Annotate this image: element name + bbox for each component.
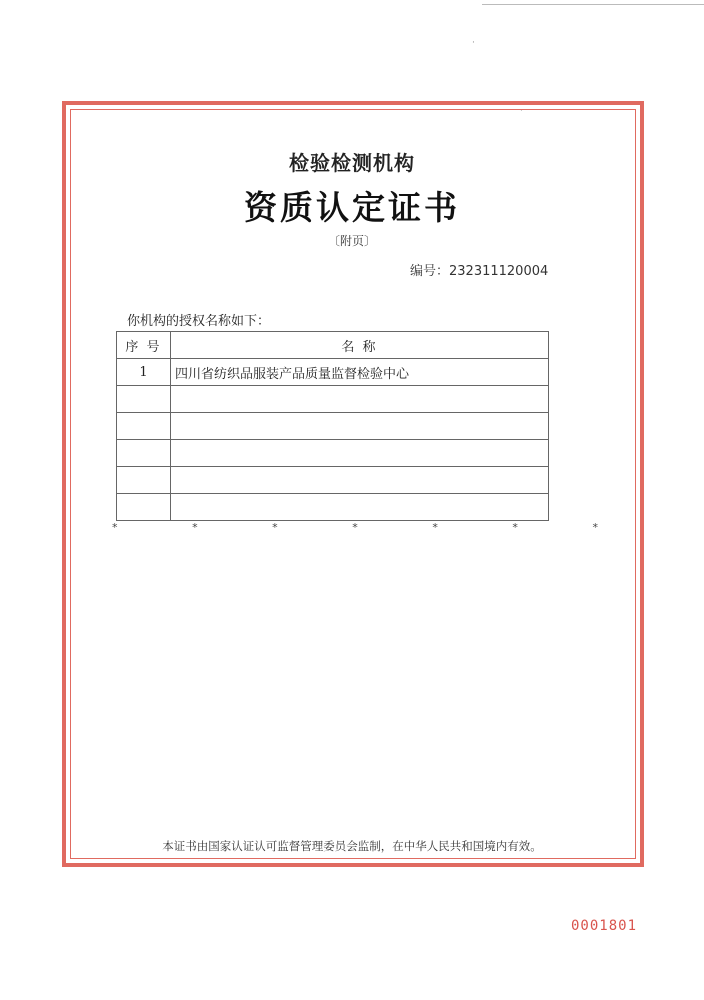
separator-star: * (192, 521, 198, 534)
table-header-row (117, 332, 549, 359)
row-name (171, 494, 549, 521)
row-name (171, 413, 549, 440)
table-row (117, 386, 549, 413)
authorized-names-table (116, 331, 549, 521)
scan-speck: · (472, 38, 475, 48)
certificate-title: 资质认定证书 (244, 188, 460, 227)
table-row (117, 359, 549, 386)
end-of-list-separator (112, 521, 598, 533)
separator-star: * (432, 521, 438, 534)
row-number (117, 494, 171, 521)
column-header-name: 名 称 (171, 332, 549, 359)
row-number (117, 413, 171, 440)
separator-star: * (352, 521, 358, 534)
row-number: 1 (117, 359, 171, 386)
separator-star: * (592, 521, 598, 534)
table-row (117, 467, 549, 494)
column-header-number: 序 号 (117, 332, 171, 359)
serial-number: 0001801 (571, 918, 638, 934)
institution-type-heading: 检验检测机构 (289, 151, 415, 175)
separator-star: * (112, 521, 118, 534)
authorized-names-intro: 你机构的授权名称如下： (127, 314, 271, 329)
row-number (117, 386, 171, 413)
row-number (117, 467, 171, 494)
scan-speck: · (520, 106, 523, 116)
separator-star: * (512, 521, 518, 534)
separator-star: * (272, 521, 278, 534)
table-row (117, 440, 549, 467)
table-row (117, 494, 549, 521)
row-name (171, 440, 549, 467)
table-row (117, 413, 549, 440)
validity-statement: 本证书由国家认证认可监督管理委员会监制，在中华人民共和国境内有效。 (162, 839, 542, 853)
certificate-number: 编号：232311120004 (410, 264, 549, 279)
row-name: 四川省纺织品服装产品质量监督检验中心 (171, 359, 549, 386)
row-number (117, 440, 171, 467)
scan-edge-line (482, 4, 704, 5)
annex-label: 〔附页〕 (327, 234, 376, 248)
row-name (171, 467, 549, 494)
row-name (171, 386, 549, 413)
